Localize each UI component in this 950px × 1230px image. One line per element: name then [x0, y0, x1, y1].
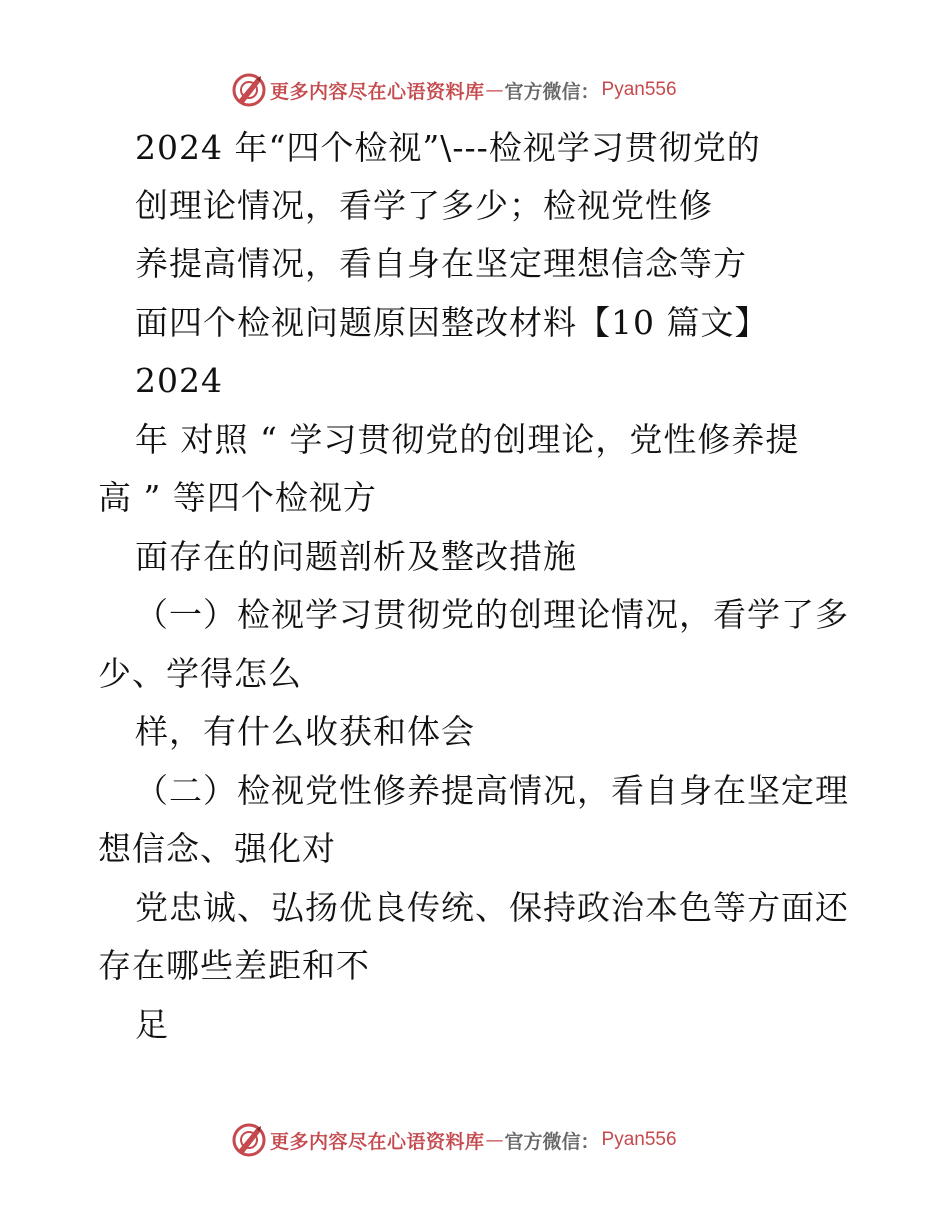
- header-official-label: 官方微信：: [504, 80, 600, 103]
- footer-banner: [232, 1120, 677, 1160]
- doc-line-10: 少、学得怎么: [98, 654, 302, 693]
- doc-line-2: 创理论情况，看学了多少；检视党性修: [135, 186, 713, 225]
- doc-line-14: 党忠诚、弘扬优良传统、保持政治本色等方面还: [135, 888, 849, 927]
- header-brand-text: 更多内容尽在心语资料库: [270, 80, 485, 103]
- footer-wechat-id: Pyan556: [601, 1129, 677, 1150]
- doc-line-7: 高 ” 等四个检视方: [98, 478, 377, 517]
- footer-brand-text: 更多内容尽在心语资料库: [270, 1130, 485, 1153]
- header-separator: —: [485, 79, 504, 101]
- doc-line-5: 2024: [135, 361, 223, 400]
- header-wechat-id: Pyan556: [601, 79, 677, 100]
- doc-line-3: 养提高情况，看自身在坚定理想信念等方: [135, 244, 747, 283]
- doc-line-15: 存在哪些差距和不: [98, 946, 370, 985]
- doc-line-8: 面存在的问题剖析及整改措施: [135, 537, 577, 576]
- doc-line-11: 样，有什么收获和体会: [135, 712, 475, 751]
- doc-line-6: 年 对照 “ 学习贯彻党的创理论，党性修养提: [135, 420, 800, 459]
- doc-line-13: 想信念、强化对: [98, 829, 336, 868]
- doc-line-12: （二）检视党性修养提高情况，看自身在坚定理: [135, 771, 849, 810]
- doc-line-16: 足: [135, 1005, 169, 1044]
- brand-logo-icon: [232, 1123, 266, 1157]
- footer-official-label: 官方微信：: [504, 1130, 600, 1153]
- doc-line-4: 面四个检视问题原因整改材料【10 篇文】: [135, 303, 769, 342]
- doc-line-9: （一）检视学习贯彻党的创理论情况，看学了多: [135, 595, 849, 634]
- doc-line-1: 2024 年“四个检视”\---检视学习贯彻党的: [135, 128, 761, 167]
- footer-separator: —: [485, 1129, 504, 1151]
